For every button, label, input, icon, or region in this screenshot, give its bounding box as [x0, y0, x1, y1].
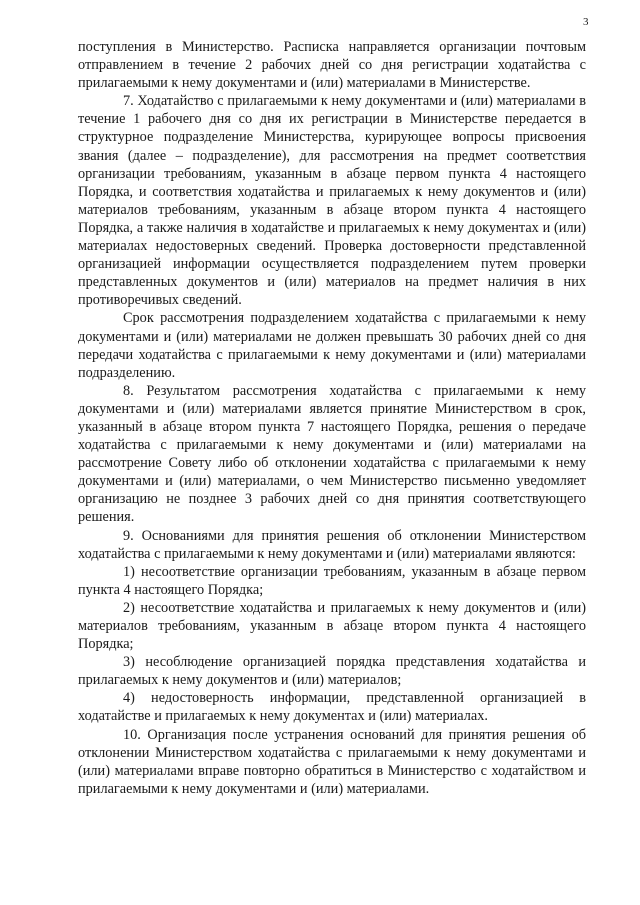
list-item-2: 2) несоответствие ходатайства и прилагаемых к нему документов и (или) материалов требованиям, указанным в абзаце втором пункта 4 настоящего Порядка;	[78, 599, 586, 653]
paragraph-item-7: 7. Ходатайство с прилагаемыми к нему документами и (или) материалами в течение 1 рабочего дня со дня их регистрации в Министерстве передается в структурное подразделение Министерства, курирующее вопросы присвоения звания (далее – подразделение), для рассмотрения на предмет соответствия организации требованиям, указанным в абзаце первом пункта 4 настоящего Порядка, и соответствия ходатайства и прилагаемых к нему документов и (или) материалов требованиям, указанным в абзаце втором пункта 4 настоящего Порядка, а также наличия в ходатайстве и прилагаемых к нему документах и (или) материалах недостоверных сведений. Проверка достоверности представленной организацией информации осуществляется подразделением путем проверки представленных документов и (или) материалов на предмет наличия в них противоречивых сведений.	[78, 93, 586, 309]
paragraph-item-8: 8. Результатом рассмотрения ходатайства с прилагаемыми к нему документами и (или) материалами является принятие Министерством в срок, указанный в абзаце втором пункта 7 настоящего Порядка, решения о передаче ходатайства с прилагаемыми к нему документами и (или) материалами на рассмотрение Совету либо об отклонении ходатайства с прилагаемыми к нему документами и (или) материалами, о чем Министерство письменно уведомляет организацию не позднее 3 рабочих дней со дня принятия соответствующего решения.	[78, 382, 586, 526]
page-number: 3	[583, 16, 589, 28]
list-item-3: 3) несоблюдение организацией порядка представления ходатайства и прилагаемых к нему документов и (или) материалов;	[78, 654, 586, 689]
paragraph-intro-continuation: поступления в Министерство. Расписка направляется организации почтовым отправлением в течение 2 рабочих дней со дня регистрации ходатайства с прилагаемыми к нему документами и (или) материалами в Министерстве.	[78, 39, 586, 92]
list-item-1: 1) несоответствие организации требованиям, указанным в абзаце первом пункта 4 настоящего Порядка;	[78, 563, 586, 598]
paragraph-item-10: 10. Организация после устранения оснований для принятия решения об отклонении Министерством ходатайства с прилагаемыми к нему документами и (или) материалами вправе повторно обратиться в Министерство с ходатайством и прилагаемыми к нему документами и (или) материалами.	[78, 726, 586, 797]
list-item-4: 4) недостоверность информации, представленной организацией в ходатайстве и прилагаемых к нему документах и (или) материалах.	[78, 690, 586, 725]
document-body	[78, 38, 586, 798]
paragraph-item-9: 9. Основаниями для принятия решения об отклонении Министерством ходатайства с прилагаемыми к нему документами и (или) материалами являются:	[78, 527, 586, 562]
paragraph-review-period: Срок рассмотрения подразделением ходатайства с прилагаемыми к нему документами и (или) материалами не должен превышать 30 рабочих дней со дня передачи ходатайства с прилагаемыми к нему документами и (или) материалами подразделению.	[78, 310, 586, 381]
